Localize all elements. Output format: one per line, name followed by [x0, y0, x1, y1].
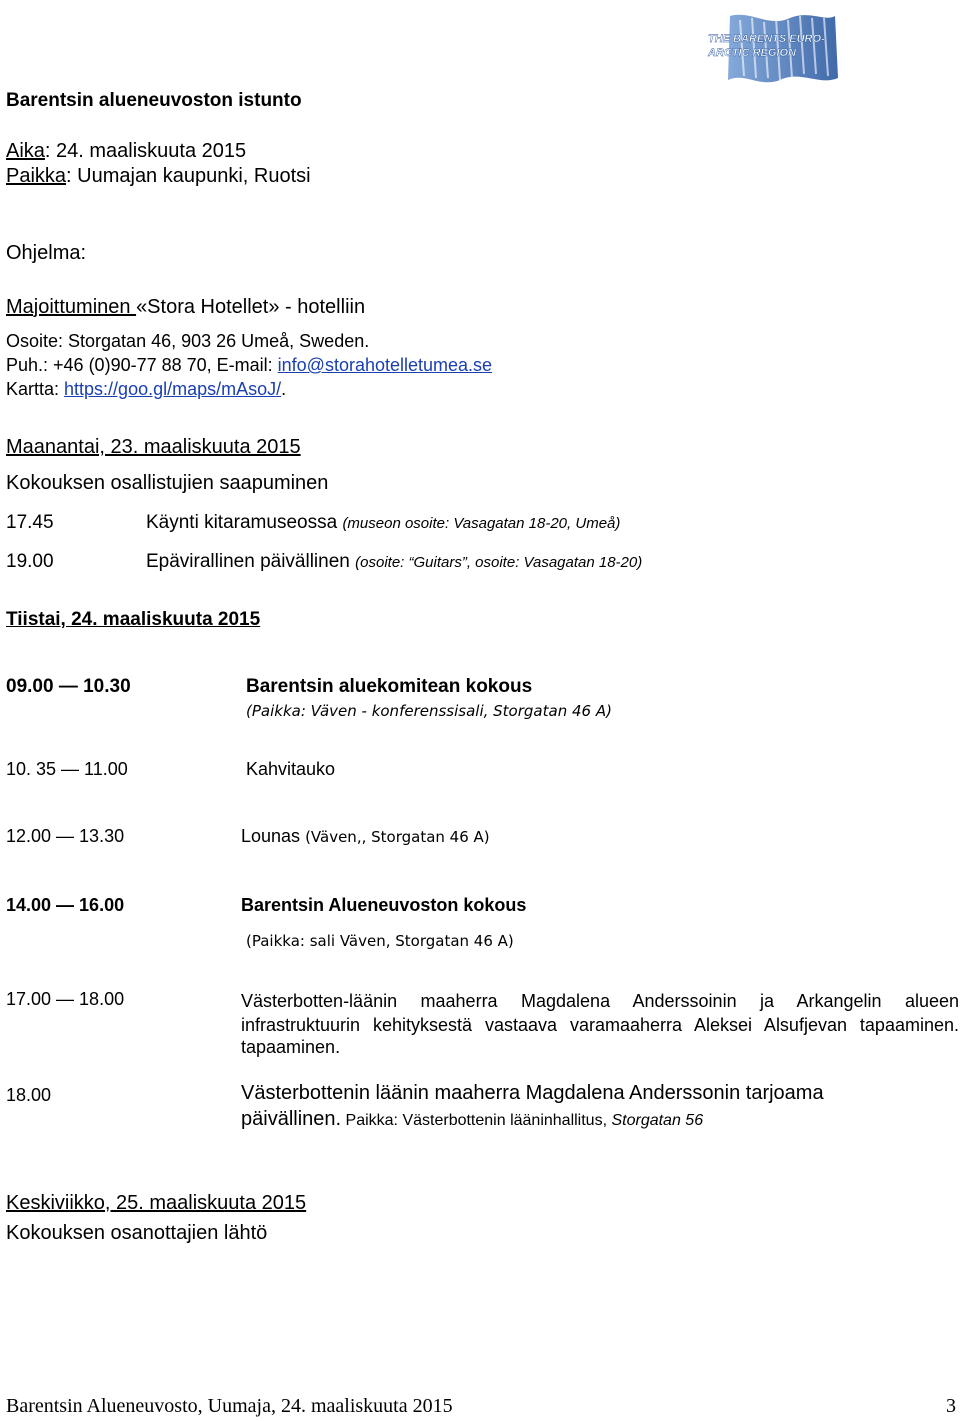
document-heading: Barentsin alueneuvoston istunto [6, 90, 302, 111]
hotel-phone: Puh.: +46 (0)90-77 88 70, E-mail: [6, 355, 278, 375]
schedule-time: 14.00 — 16.00 [6, 895, 125, 915]
schedule-item-text: Barentsin aluekomitean kokous [246, 676, 533, 697]
time-label: Aika [6, 140, 45, 162]
schedule-time: 19.00 [6, 551, 54, 572]
last-line-cover [241, 1037, 959, 1061]
schedule-item [241, 1108, 703, 1131]
hotel-map [6, 379, 286, 400]
hotel-address: Osoite: Storgatan 46, 903 26 Umeå, Sweden. [6, 331, 370, 351]
logo-line1: THE BARENTS EURO- [708, 33, 825, 45]
map-link[interactable]: https://goo.gl/maps/mAsoJ/ [64, 379, 282, 399]
schedule-item-note: (museon osoite: Vasagatan 18-20, Umeå) [342, 515, 621, 532]
schedule-item-text: Västerbotten-läänin maaherra Magdalena Anderssoinin ja Arkangelin alueen infrastruktuurin kehityksestä vastaava varamaaherra Aleksei Alsufjevan tapaaminen. [241, 991, 959, 1035]
schedule-time: 12.00 — 13.30 [6, 826, 125, 846]
schedule-item-note: (osoite: “Guitars”, osoite: Vasagatan 18-20) [355, 554, 643, 571]
map-label: Kartta: [6, 379, 65, 399]
schedule-item-text-end: tapaaminen. [241, 1037, 341, 1057]
place-label: Paikka [6, 165, 67, 187]
map-suffix: . [281, 379, 287, 399]
hotel-name: «Stora Hotellet» - hotelliin [136, 296, 366, 318]
schedule-time: 10. 35 — 11.00 [6, 759, 128, 779]
hotel-line [6, 296, 365, 319]
schedule-item-text: päivällinen. [241, 1108, 342, 1130]
schedule-time: 18.00 [6, 1085, 52, 1105]
wednesday-title: Keskiviikko, 25. maaliskuuta 2015 [6, 1192, 307, 1214]
meeting-place [6, 165, 311, 188]
place-value: : Uumajan kaupunki, Ruotsi [66, 165, 311, 187]
tuesday-title: Tiistai, 24. maaliskuuta 2015 [6, 609, 261, 630]
schedule-time: 17.45 [6, 512, 54, 533]
time-value: : 24. maaliskuuta 2015 [44, 140, 247, 162]
schedule-item-note: (Paikka: sali Väven, Storgatan 46 A) [246, 932, 514, 950]
meeting-time [6, 140, 246, 163]
schedule-item-text: Kahvitauko [246, 759, 336, 779]
wednesday-subtitle: Kokouksen osanottajien lähtö [6, 1222, 268, 1244]
hotel-email-link[interactable]: info@storahotelletumea.se [277, 355, 493, 375]
schedule-item-text: Västerbottenin läänin maaherra Magdalena Anderssonin tarjoama [241, 1082, 824, 1104]
schedule-item-note: Paikka: Västerbottenin lääninhallitus, [345, 1112, 612, 1129]
program-title: Ohjelma: [6, 242, 87, 264]
schedule-item [146, 512, 620, 534]
schedule-item-text: Lounas [241, 826, 306, 846]
schedule-item-text: Epävirallinen päivällinen [146, 551, 350, 572]
schedule-item-note: (Paikka: Väven - konferenssisali, Storgatan 46 A) [246, 702, 612, 720]
schedule-item [241, 826, 490, 847]
hotel-label: Majoittuminen [6, 296, 137, 318]
page-footer: Barentsin Alueneuvosto, Uumaja, 24. maaliskuuta 2015 [6, 1395, 453, 1417]
page-number: 3 [946, 1395, 956, 1417]
barents-euro-arctic-region-logo [700, 8, 845, 88]
schedule-item [146, 551, 642, 573]
schedule-item-text: Barentsin Alueneuvoston kokous [241, 895, 527, 915]
schedule-item-note-place: Storgatan 56 [611, 1112, 704, 1129]
schedule-time: 17.00 — 18.00 [6, 989, 125, 1009]
schedule-time: 09.00 — 10.30 [6, 676, 131, 697]
monday-subtitle: Kokouksen osallistujien saapuminen [6, 472, 329, 494]
schedule-item-text: Käynti kitaramuseossa [146, 512, 338, 533]
schedule-item-note: (Väven,, Storgatan 46 A) [305, 828, 490, 846]
logo-line2: ARCTIC REGION [708, 47, 796, 59]
hotel-contact [6, 355, 492, 376]
monday-title: Maanantai, 23. maaliskuuta 2015 [6, 436, 301, 458]
